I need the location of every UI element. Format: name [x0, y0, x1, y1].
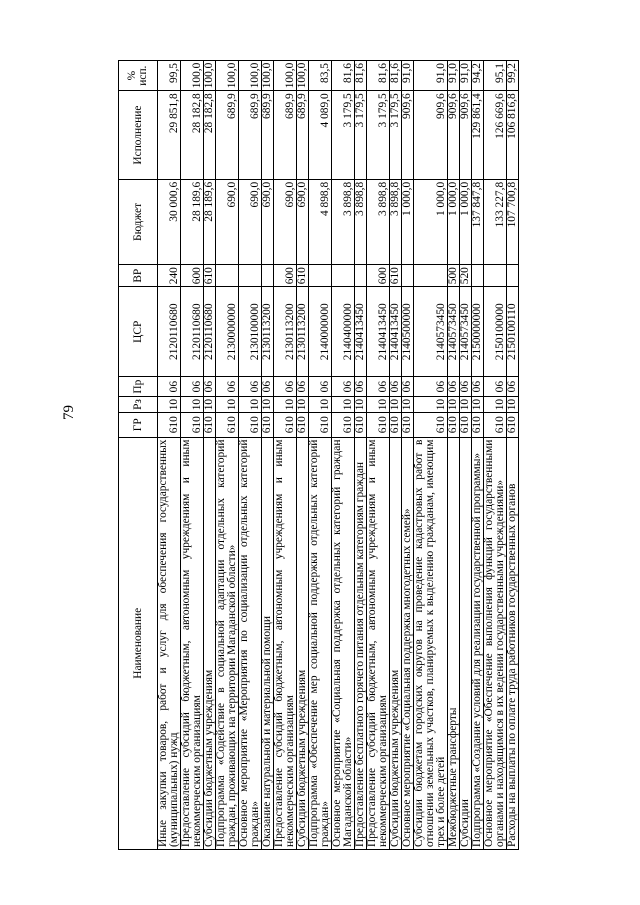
cell-gr: 610 [204, 412, 216, 437]
cell-rz: 10 [472, 397, 484, 413]
cell-gr: 610 [484, 412, 507, 437]
table-row [472, 61, 484, 850]
cell-rz: 10 [216, 397, 239, 413]
cell-percent: 94,2 [472, 61, 484, 91]
cell-pr: 06 [181, 377, 204, 397]
cell-execution: 126 669,6 [484, 91, 507, 180]
cell-pr: 06 [484, 377, 507, 397]
cell-csr: 2130000000 [216, 287, 239, 377]
cell-pr: 06 [158, 377, 181, 397]
cell-vr [472, 265, 484, 287]
table-row [332, 61, 355, 850]
cell-budget: 690,0 [297, 179, 309, 264]
cell-csr: 2150100110 [507, 287, 519, 377]
cell-name: Расходы на выплаты по оплате труда работников государственных органов [507, 437, 519, 849]
cell-name: Межбюджетные трансферты [448, 437, 460, 849]
cell-vr: 610 [297, 265, 309, 287]
cell-name: Подпрограмма «Создание условий для реализации государственной программы» [472, 437, 484, 849]
cell-csr: 2140413450 [390, 287, 402, 377]
cell-csr: 2150000000 [472, 287, 484, 377]
cell-gr: 610 [239, 412, 262, 437]
cell-execution: 106 816,8 [507, 91, 519, 180]
cell-pr: 06 [460, 377, 472, 397]
cell-budget: 690,0 [216, 179, 239, 264]
cell-vr [216, 265, 239, 287]
cell-percent: 91,0 [460, 61, 472, 91]
cell-name: Подпрограмма «Обеспечение мер социальной поддержки отдельных категорий граждан» [309, 437, 332, 849]
cell-vr [507, 265, 519, 287]
cell-rz: 10 [448, 397, 460, 413]
cell-gr: 610 [355, 412, 367, 437]
cell-pr: 06 [216, 377, 239, 397]
cell-gr: 610 [507, 412, 519, 437]
table-row [507, 61, 519, 850]
cell-execution: 909,6 [460, 91, 472, 180]
cell-gr: 610 [262, 412, 274, 437]
table-row [414, 61, 448, 850]
cell-csr: 2140573450 [414, 287, 448, 377]
cell-budget: 28 189,6 [181, 179, 204, 264]
cell-rz: 10 [402, 397, 414, 413]
cell-csr: 2140413450 [367, 287, 390, 377]
cell-rz: 10 [239, 397, 262, 413]
cell-name: Субсидии бюджетным учреждениям [390, 437, 402, 849]
table-row [262, 61, 274, 850]
cell-budget: 28 189,6 [204, 179, 216, 264]
cell-execution: 689,9 [262, 91, 274, 180]
cell-rz: 10 [507, 397, 519, 413]
cell-rz: 10 [309, 397, 332, 413]
cell-pr: 06 [309, 377, 332, 397]
cell-rz: 10 [355, 397, 367, 413]
cell-vr [355, 265, 367, 287]
cell-percent: 100,0 [216, 61, 239, 91]
cell-vr [332, 265, 355, 287]
table-header-row [119, 61, 158, 850]
cell-execution: 129 861,4 [472, 91, 484, 180]
table-row [216, 61, 239, 850]
cell-gr: 610 [448, 412, 460, 437]
header-percent: % исп. [119, 61, 158, 91]
cell-execution: 689,9 [216, 91, 239, 180]
cell-csr: 2150100000 [484, 287, 507, 377]
cell-vr: 500 [448, 265, 460, 287]
cell-rz: 10 [297, 397, 309, 413]
cell-rz: 10 [274, 397, 297, 413]
table-row [297, 61, 309, 850]
cell-pr: 06 [355, 377, 367, 397]
cell-vr: 240 [158, 265, 181, 287]
cell-csr: 2140400000 [332, 287, 355, 377]
cell-execution: 28 182,8 [181, 91, 204, 180]
cell-csr: 2130113200 [262, 287, 274, 377]
cell-budget: 3 898,8 [332, 179, 355, 264]
cell-rz: 10 [158, 397, 181, 413]
cell-pr: 06 [402, 377, 414, 397]
cell-budget: 137 847,8 [472, 179, 484, 264]
cell-execution: 909,6 [448, 91, 460, 180]
cell-pr: 06 [332, 377, 355, 397]
cell-csr: 2130113200 [274, 287, 297, 377]
table-row [181, 61, 204, 850]
cell-name: Подпрограмма «Содействие в социальной адаптации отдельных категорий граждан, проживающих на территории Магаданской области» [216, 437, 239, 849]
table-row [309, 61, 332, 850]
cell-rz: 10 [484, 397, 507, 413]
cell-csr: 2130100000 [239, 287, 262, 377]
cell-percent: 81,6 [390, 61, 402, 91]
cell-vr [402, 265, 414, 287]
cell-vr: 600 [181, 265, 204, 287]
cell-rz: 10 [332, 397, 355, 413]
cell-percent: 99,2 [507, 61, 519, 91]
cell-percent: 91,0 [402, 61, 414, 91]
cell-csr: 2130113200 [297, 287, 309, 377]
header-gr: ГР [119, 412, 158, 437]
cell-gr: 610 [414, 412, 448, 437]
cell-name: Предоставление бесплатного горячего питания отдельным категориям граждан [355, 437, 367, 849]
cell-budget: 107 700,8 [507, 179, 519, 264]
cell-percent: 81,6 [355, 61, 367, 91]
cell-csr: 2140500000 [402, 287, 414, 377]
cell-rz: 10 [262, 397, 274, 413]
cell-gr: 610 [158, 412, 181, 437]
cell-execution: 3 179,5 [367, 91, 390, 180]
cell-execution: 4 089,0 [309, 91, 332, 180]
cell-csr: 2120110680 [204, 287, 216, 377]
cell-name: Предоставление субсидий бюджетным, автономным учреждениям и иным некоммерческим организациям [367, 437, 390, 849]
cell-rz: 10 [460, 397, 472, 413]
cell-budget: 1 000,0 [414, 179, 448, 264]
cell-percent: 95,1 [484, 61, 507, 91]
cell-budget: 1 000,0 [448, 179, 460, 264]
cell-rz: 10 [414, 397, 448, 413]
cell-percent: 81,6 [367, 61, 390, 91]
cell-pr: 06 [507, 377, 519, 397]
cell-pr: 06 [448, 377, 460, 397]
cell-csr: 2120110680 [158, 287, 181, 377]
cell-percent: 100,0 [204, 61, 216, 91]
cell-name: Субсидии бюджетам городских округов на проведение кадастровых работ в отношении земельных участков, планируемых к выделению гражданам, имеющим трех и более детей [414, 437, 448, 849]
table-row [239, 61, 262, 850]
cell-gr: 610 [181, 412, 204, 437]
header-pr: Пр [119, 377, 158, 397]
table-row [204, 61, 216, 850]
cell-budget: 4 898,8 [309, 179, 332, 264]
cell-name: Субсидии бюджетным учреждениям [297, 437, 309, 849]
cell-pr: 06 [390, 377, 402, 397]
cell-vr [414, 265, 448, 287]
cell-vr: 610 [204, 265, 216, 287]
cell-percent: 100,0 [297, 61, 309, 91]
cell-budget: 133 227,8 [484, 179, 507, 264]
cell-budget: 690,0 [262, 179, 274, 264]
cell-name: Основное мероприятие «Мероприятия по социализации отдельных категорий граждан» [239, 437, 262, 849]
cell-vr [484, 265, 507, 287]
cell-budget: 3 898,8 [367, 179, 390, 264]
cell-name: Основное мероприятие «Обеспечение выполнения функций государственными органами и находящимися в их ведении государственными учреждениями» [484, 437, 507, 849]
header-execution: Исполнение [119, 91, 158, 180]
cell-budget: 30 000,6 [158, 179, 181, 264]
cell-execution: 689,9 [297, 91, 309, 180]
cell-gr: 610 [460, 412, 472, 437]
cell-pr: 06 [262, 377, 274, 397]
cell-rz: 10 [367, 397, 390, 413]
table-row [448, 61, 460, 850]
cell-execution: 3 179,5 [332, 91, 355, 180]
cell-execution: 29 851,8 [158, 91, 181, 180]
cell-execution: 909,6 [414, 91, 448, 180]
cell-name: Иные закупки товаров, работ и услуг для обеспечения государственных (муниципальных) нужд [158, 437, 181, 849]
cell-budget: 3 898,8 [390, 179, 402, 264]
header-name: Наименование [119, 437, 158, 849]
cell-execution: 909,6 [402, 91, 414, 180]
table-row [274, 61, 297, 850]
cell-vr [262, 265, 274, 287]
cell-name: Основное мероприятие «Социальная поддержка многодетных семей» [402, 437, 414, 849]
cell-percent: 100,0 [262, 61, 274, 91]
cell-pr: 06 [297, 377, 309, 397]
cell-vr [309, 265, 332, 287]
table-row [355, 61, 367, 850]
cell-name: Основное мероприятие «Социальная поддержка отдельных категорий граждан Магаданской области» [332, 437, 355, 849]
cell-percent: 99,5 [158, 61, 181, 91]
cell-pr: 06 [204, 377, 216, 397]
header-budget: Бюджет [119, 179, 158, 264]
table-row [158, 61, 181, 850]
cell-csr: 2140573450 [448, 287, 460, 377]
cell-execution: 28 182,8 [204, 91, 216, 180]
cell-vr: 600 [274, 265, 297, 287]
cell-percent: 100,0 [181, 61, 204, 91]
table-body [158, 61, 519, 850]
cell-budget: 1 000,0 [460, 179, 472, 264]
cell-budget: 690,0 [274, 179, 297, 264]
cell-rz: 10 [204, 397, 216, 413]
budget-table [118, 60, 519, 850]
cell-budget: 1 000,0 [402, 179, 414, 264]
cell-gr: 610 [216, 412, 239, 437]
cell-name: Предоставление субсидий бюджетным, автономным учреждениям и иным некоммерческим организациям [181, 437, 204, 849]
cell-rz: 10 [181, 397, 204, 413]
cell-percent: 91,0 [414, 61, 448, 91]
page-number: 79 [61, 405, 77, 420]
cell-name: Предоставление субсидий бюджетным, автономным учреждениям и иным некоммерческим организациям [274, 437, 297, 849]
table-row [484, 61, 507, 850]
cell-gr: 610 [390, 412, 402, 437]
cell-vr: 610 [390, 265, 402, 287]
cell-vr [239, 265, 262, 287]
cell-pr: 06 [414, 377, 448, 397]
cell-percent: 100,0 [274, 61, 297, 91]
cell-budget: 3 898,8 [355, 179, 367, 264]
header-vr: ВР [119, 265, 158, 287]
cell-execution: 3 179,5 [355, 91, 367, 180]
header-csr: ЦСР [119, 287, 158, 377]
cell-csr: 2140573450 [460, 287, 472, 377]
cell-gr: 610 [472, 412, 484, 437]
cell-vr: 520 [460, 265, 472, 287]
cell-csr: 2140413450 [355, 287, 367, 377]
cell-percent: 91,0 [448, 61, 460, 91]
cell-rz: 10 [390, 397, 402, 413]
cell-vr: 600 [367, 265, 390, 287]
header-rz: Рз [119, 397, 158, 413]
cell-name: Субсидии бюджетным учреждениям [204, 437, 216, 849]
cell-gr: 610 [309, 412, 332, 437]
cell-execution: 3 179,5 [390, 91, 402, 180]
cell-name: Оказание натуральной и материальной помощи [262, 437, 274, 849]
cell-budget: 690,0 [239, 179, 262, 264]
cell-csr: 2120110680 [181, 287, 204, 377]
cell-gr: 610 [297, 412, 309, 437]
cell-gr: 610 [367, 412, 390, 437]
cell-pr: 06 [472, 377, 484, 397]
cell-csr: 2140000000 [309, 287, 332, 377]
cell-percent: 100,0 [239, 61, 262, 91]
cell-name: Субсидии [460, 437, 472, 849]
cell-execution: 689,9 [274, 91, 297, 180]
table-row [390, 61, 402, 850]
cell-percent: 83,5 [309, 61, 332, 91]
cell-gr: 610 [402, 412, 414, 437]
cell-gr: 610 [274, 412, 297, 437]
table-row [460, 61, 472, 850]
table-row [402, 61, 414, 850]
table-row [367, 61, 390, 850]
cell-pr: 06 [274, 377, 297, 397]
cell-pr: 06 [367, 377, 390, 397]
cell-pr: 06 [239, 377, 262, 397]
cell-percent: 81,6 [332, 61, 355, 91]
cell-gr: 610 [332, 412, 355, 437]
budget-table-sheet [118, 60, 588, 850]
cell-execution: 689,9 [239, 91, 262, 180]
